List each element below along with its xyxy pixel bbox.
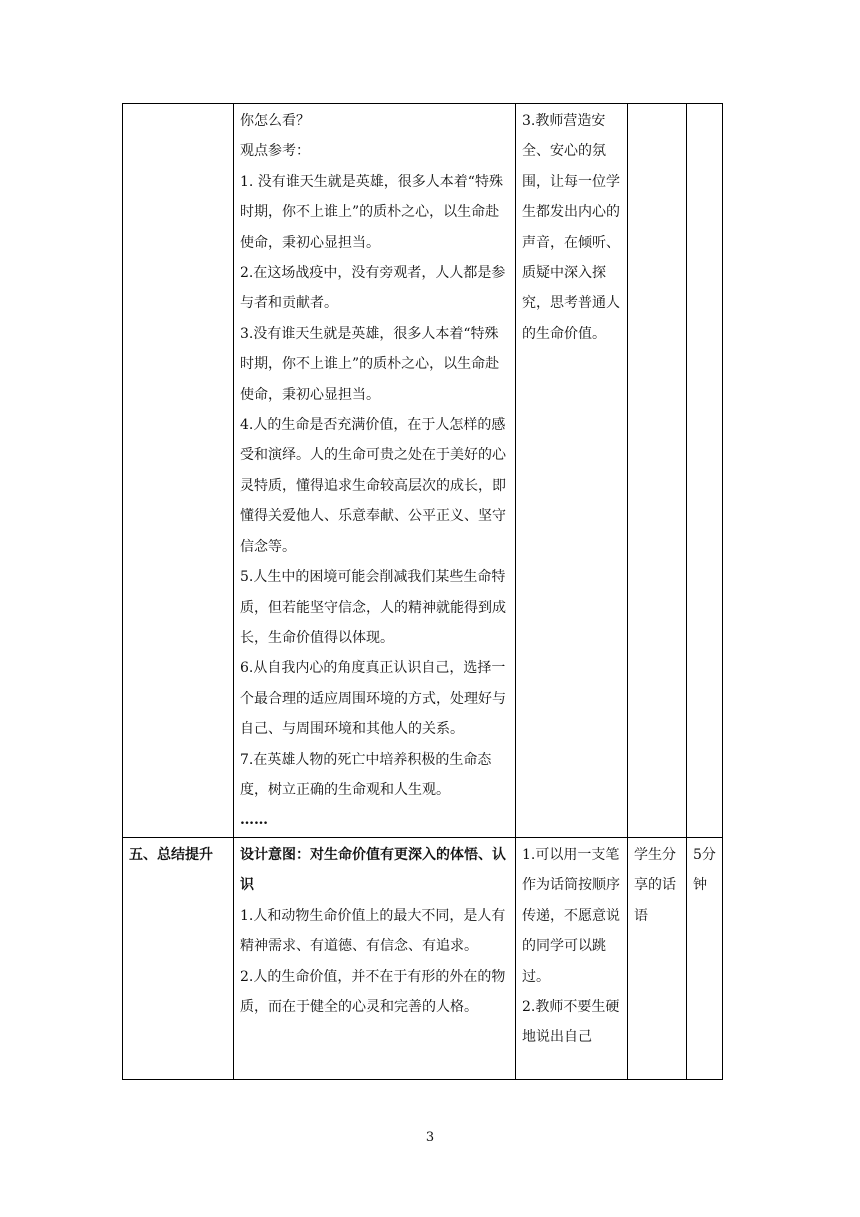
note-text: 3.教师营造安全、安心的氛围，让每一位学生都发出内心的声音，在倾听、质疑中深入探究，思考普通人的生命价值。 <box>522 113 620 342</box>
note-text: 1.可以用一支笔作为话筒按顺序传递，不愿意说的同学可以跳过。 <box>522 847 620 985</box>
time-text: 5分钟 <box>693 847 716 894</box>
activity-text: 学生分享的话语 <box>634 847 676 924</box>
content-line: 2.人的生命价值，并不在于有形的外在的物质，而在于健全的心灵和完善的人格。 <box>240 968 506 1016</box>
table-row <box>123 838 723 1080</box>
content-line: 7.在英雄人物的死亡中培养积极的生命态度，树立正确的生命观和人生观。 <box>240 751 492 798</box>
ellipsis: …… <box>240 812 268 829</box>
content-line: 你怎么看？ <box>240 113 310 129</box>
activity-cell <box>628 838 687 1080</box>
table-row <box>123 104 723 838</box>
page-number: 3 <box>425 1130 435 1145</box>
lesson-plan-table <box>122 103 723 1080</box>
content-line: 2.在这场战疫中，没有旁观者，人人都是参与者和贡献者。 <box>240 265 506 312</box>
stage-cell <box>123 838 234 1080</box>
activity-cell <box>628 104 687 838</box>
design-intent: 设计意图：对生命价值有更深入的体悟、认识 <box>240 847 506 894</box>
time-cell <box>687 104 723 838</box>
note-cell <box>516 104 628 838</box>
stage-cell <box>123 104 234 838</box>
content-line: 观点参考： <box>240 143 310 160</box>
content-line: 5.人生中的困境可能会削减我们某些生命特质，但若能坚守信念，人的精神就能得到成长，生命价值得以体现。 <box>240 569 506 646</box>
content-line: 3.没有谁天生就是英雄，很多人本着“特殊时期，你不上谁上”的质朴之心，以生命赴使命，秉初心显担当。 <box>240 325 500 403</box>
time-cell <box>687 838 723 1080</box>
content-cell <box>234 104 516 838</box>
content-cell <box>234 838 516 1080</box>
content-line: 4.人的生命是否充满价值，在于人怎样的感受和演绎。人的生命可贵之处在于美好的心灵特质，懂得追求生命较高层次的成长，即懂得关爱他人、乐意奉献、公平正义、坚守信念等。 <box>240 417 506 555</box>
note-text: 2.教师不要生硬地说出自己 <box>522 999 620 1046</box>
content-line: 6.从自我内心的角度真正认识自己，选择一个最合理的适应周围环境的方式，处理好与自己、与周围环境和其他人的关系。 <box>240 660 506 738</box>
stage-title: 五、总结提升 <box>129 847 213 863</box>
content-line: 1.人和动物生命价值上的最大不同，是人有精神需求、有道德、有信念、有追求。 <box>240 907 506 955</box>
note-cell <box>516 838 628 1080</box>
content-line: 1. 没有谁天生就是英雄，很多人本着“特殊时期，你不上谁上”的质朴之心，以生命赴使命，秉初心显担当。 <box>240 173 503 251</box>
